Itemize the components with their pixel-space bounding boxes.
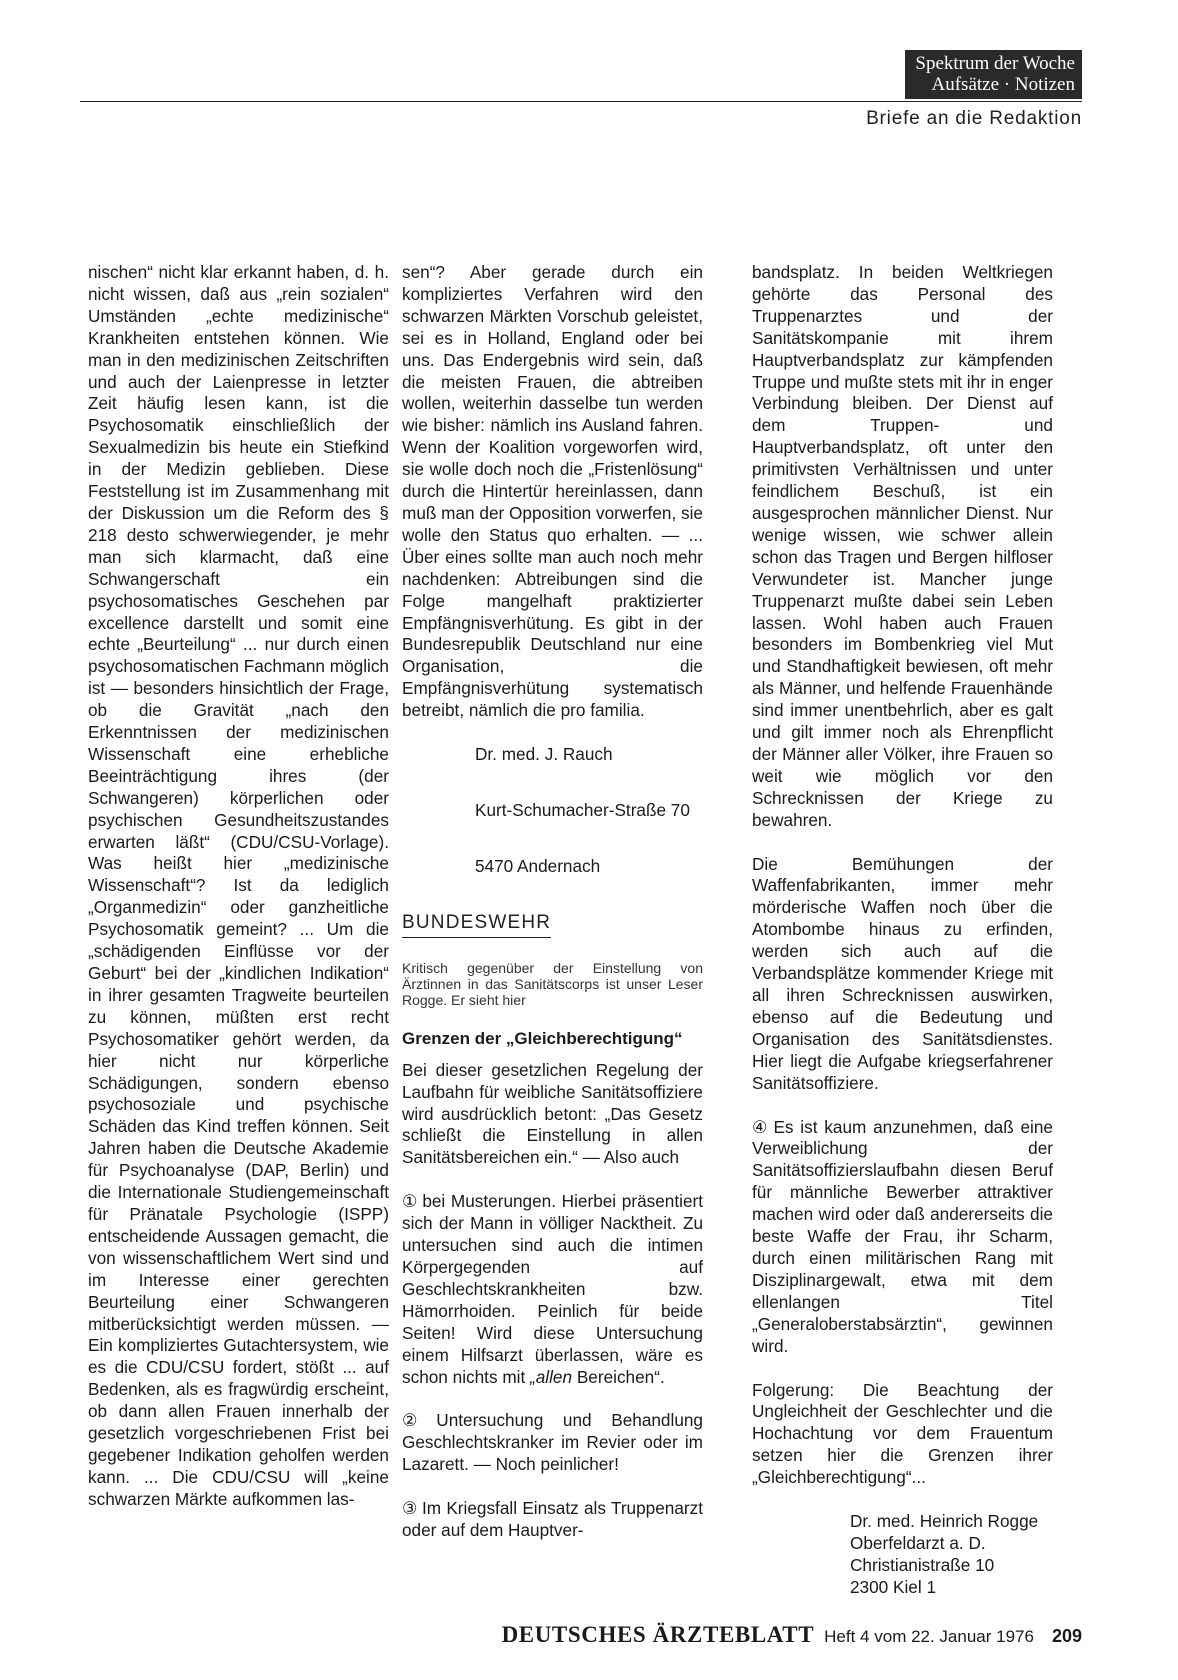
point-2-number: ② — [402, 1410, 433, 1431]
signature-city: 5470 Andernach — [475, 855, 601, 876]
badge-line-2: Aufsätze · Notizen — [931, 74, 1075, 95]
signature-rauch — [402, 744, 703, 878]
point-1 — [402, 1191, 703, 1388]
point-3-text: Im Kriegsfall Einsatz als Truppenarzt oder auf dem Hauptver- — [402, 1498, 703, 1541]
point-2-text: Untersuchung und Behandlung Geschlechtskranker im Revier oder im Lazarett. — Noch peinlicher! — [402, 1410, 703, 1475]
point-1-emphasis: „allen — [530, 1366, 573, 1387]
teaser-text: Kritisch gegenüber der Einstellung von Ärztinnen in das Sanitätscorps ist unser Leser Rogge. Er sieht hier — [402, 959, 703, 1008]
rubric-label: BUNDESWEHR — [402, 912, 551, 938]
signature-name: Dr. med. J. Rauch — [475, 744, 613, 765]
point-3-text-continued: bandsplatz. In beiden Weltkriegen gehörte das Personal des Truppenarztes und der Sanitätskompanie mit ihrem Hauptverbandsplatz zur kämpfenden Truppe und mußte stets mit ihr in enger Verbindung bleiben. Der Dienst auf dem Truppen- und Hauptverbandsplatz, oft unter den primitivsten Verhältnissen und unter feindlichem Beschuß, ist ein ausgesprochen männlicher Dienst. Nur wenige wissen, wie schwer allein schon das Tragen und Bergen hilfloser Verwundeter ist. Mancher junge Truppenarzt mußte dabei sein Leben lassen. Wohl haben auch Frauen besonders im Bombenkrieg viel Mut und Standhaftigkeit bewiesen, oft mehr als Männer, und helfende Frauenhände sind immer unentbehrlich, aber es galt und gilt immer noch als Ehrenpflicht der Männer aller Völker, ihre Frauen so weit wie möglich vor den Schrecknissen der Kriege zu bewahren. — [752, 262, 1053, 830]
point-4-number: ④ — [752, 1116, 770, 1137]
badge-line-1: Spektrum der Woche — [915, 53, 1075, 74]
point-3 — [402, 1498, 703, 1542]
point-4 — [752, 1117, 1053, 1358]
letter-2-intro: Bei dieser gesetzlichen Regelung der Laufbahn für weibliche Sanitätsoffiziere wird ausdrücklich betont: „Das Gesetz schließt die Einstellung in allen Sanitätsbereichen ein.“ — Also auch — [402, 1059, 703, 1168]
column-1 — [88, 262, 389, 1511]
point-1-number: ① — [402, 1191, 419, 1212]
paragraph-weapons: Die Bemühungen der Waffenfabrikanten, immer mehr mörderische Waffen noch über die Atombombe hinaus zu erfinden, werden sich auch auf die Verbandsplätze kommender Kriege mit all ihren Schrecknissen auswirken, ebenso auf die Bedeutung und Organisation des Sanitätsdienstes. Hier liegt die Aufgabe kriegserfahrener Sanitätsoffiziere. — [752, 853, 1053, 1093]
header-rule — [80, 101, 1082, 102]
masthead: DEUTSCHES ÄRZTEBLATT — [501, 1622, 815, 1647]
point-1-text-a: bei Musterungen. Hierbei präsentiert sich der Mann in völliger Nacktheit. Zu untersuchen sind auch die intimen Körpergegenden auf Geschlechtskrankheiten bzw. Hämorrhoiden. Peinlich für beide Seiten! Wird diese Untersuchung einem Hilfsarzt überlassen, wäre es schon nichts mit — [402, 1191, 703, 1387]
section-title: Briefe an die Redaktion — [866, 108, 1082, 129]
conclusion: Folgerung: Die Beachtung der Ungleichheit der Geschlechter und die Hochachtung vor dem Frauentum setzen hier die Grenzen ihrer „Gleichberechtigung“... — [752, 1379, 1053, 1488]
issue-info: Heft 4 vom 22. Januar 1976 — [824, 1627, 1034, 1646]
signature-street: Kurt-Schumacher-Straße 70 — [475, 799, 690, 820]
point-4-text: Es ist kaum anzunehmen, daß eine Verweiblichung der Sanitätsoffizierslaufbahn diesen Beruf für männliche Bewerber attraktiver machen wird oder daß andererseits die beste Waffe der Frau, ihr Scharm, durch einen militärischen Rang mit Disziplinargewalt, etwa mit dem ellenlangen Titel „Generaloberstabsärztin“, gewinnen wird. — [752, 1116, 1053, 1356]
page-footer — [502, 1622, 1082, 1648]
signature-city: 2300 Kiel 1 — [850, 1576, 937, 1597]
signature-street: Christianistraße 10 — [850, 1554, 995, 1575]
letter-1-text: nischen“ nicht klar erkannt haben, d. h. nicht wissen, daß aus „rein sozialen“ Umständen „echte medizinische“ Krankheiten entstehen können. Wie man in den medizinischen Zeitschriften und auch der Laienpresse in letzter Zeit häufig lesen kann, ist die Psychosomatik einschließlich der Sexualmedizin bis heute ein Stiefkind in der Medizin geblieben. Diese Feststellung ist im Zusammenhang mit der Diskussion um die Reform des § 218 desto schwerwiegender, je mehr man sich klarmacht, daß eine Schwangerschaft ein psychosomatisches Geschehen par excellence darstellt und somit eine echte „Beurteilung“ ... nur durch einen psychosomatischen Fachmann möglich ist — besonders hinsichtlich der Frage, ob die Gravität „nach den Erkenntnissen der medizinischen Wissenschaft eine erhebliche Beeinträchtigung ihres (der Schwangeren) körperlichen oder psychischen Gesundheitszustandes erwarten läßt“ (CDU/CSU-Vorlage). Was heißt hier „medizinische Wissenschaft“? Ist da lediglich „Organmedizin“ oder ganzheitliche Psychosomatik gemeint? ... Um die „schädigenden Einflüsse vor der Geburt“ bei der „kindlichen Indikation“ in ihrer gesamten Tragweite beurteilen zu können, müßten erst recht Psychosomatiker gehört werden, da hier nicht nur körperliche Schädigungen, sondern ebenso psychosoziale und psychische Schäden das Kind treffen können. Seit Jahren haben die Deutsche Akademie für Psychoanalyse (DAP, Berlin) und die Internationale Studiengemeinschaft für Pränatale Psychologie (ISPP) entscheidende Aussagen gemacht, die von wissenschaftlichem Wert sind und im Interesse einer gerechten Beurteilung einer Schwangeren mitberücksichtigt werden müssen. — Ein kompliziertes Gutachtersystem, wie es die CDU/CSU fordert, stößt ... auf Bedenken, als es fragwürdig erscheint, ob dann allen Frauen innerhalb der gesetzlich vorgeschriebenen Frist bei gegebener Indikation geholfen werden kann. ... Die CDU/CSU will „keine schwarzen Märkte aufkommen las- — [88, 262, 389, 1509]
signature-name: Dr. med. Heinrich Rogge — [850, 1511, 1039, 1532]
signature-rogge — [752, 1511, 1053, 1599]
point-3-number: ③ — [402, 1498, 418, 1519]
signature-rank: Oberfeldarzt a. D. — [850, 1532, 986, 1553]
column-3 — [752, 262, 1053, 1599]
point-1-text-b: Bereichen“. — [572, 1366, 665, 1387]
section-badge — [905, 50, 1082, 99]
column-2 — [402, 262, 703, 1542]
page-number: 209 — [1051, 1626, 1082, 1646]
letter-1-text-continued: sen“? Aber gerade durch ein kompliziertes Verfahren wird den schwarzen Märkten Vorschub geleistet, sei es in Holland, England oder bei uns. Das Endergebnis wird sein, daß die meisten Frauen, die abtreiben wollen, weiterhin dasselbe tun werden wie bisher: nämlich ins Ausland fahren. Wenn der Koalition vorgeworfen wird, sie wolle doch noch die „Fristenlösung“ durch die Hintertür hereinlassen, dann muß man der Opposition vorwerfen, sie wolle den Status quo erhalten. — ... Über eines sollte man auch noch mehr nachdenken: Abtreibungen sind die Folge mangelhaft praktizierter Empfängnisverhütung. Es gibt in der Bundesrepublik Deutschland nur eine Organisation, die Empfängnisverhütung systematisch betreibt, nämlich die pro familia. — [402, 262, 703, 721]
point-2 — [402, 1410, 703, 1476]
letter-2-headline: Grenzen der „Gleichberechtigung“ — [402, 1028, 683, 1048]
